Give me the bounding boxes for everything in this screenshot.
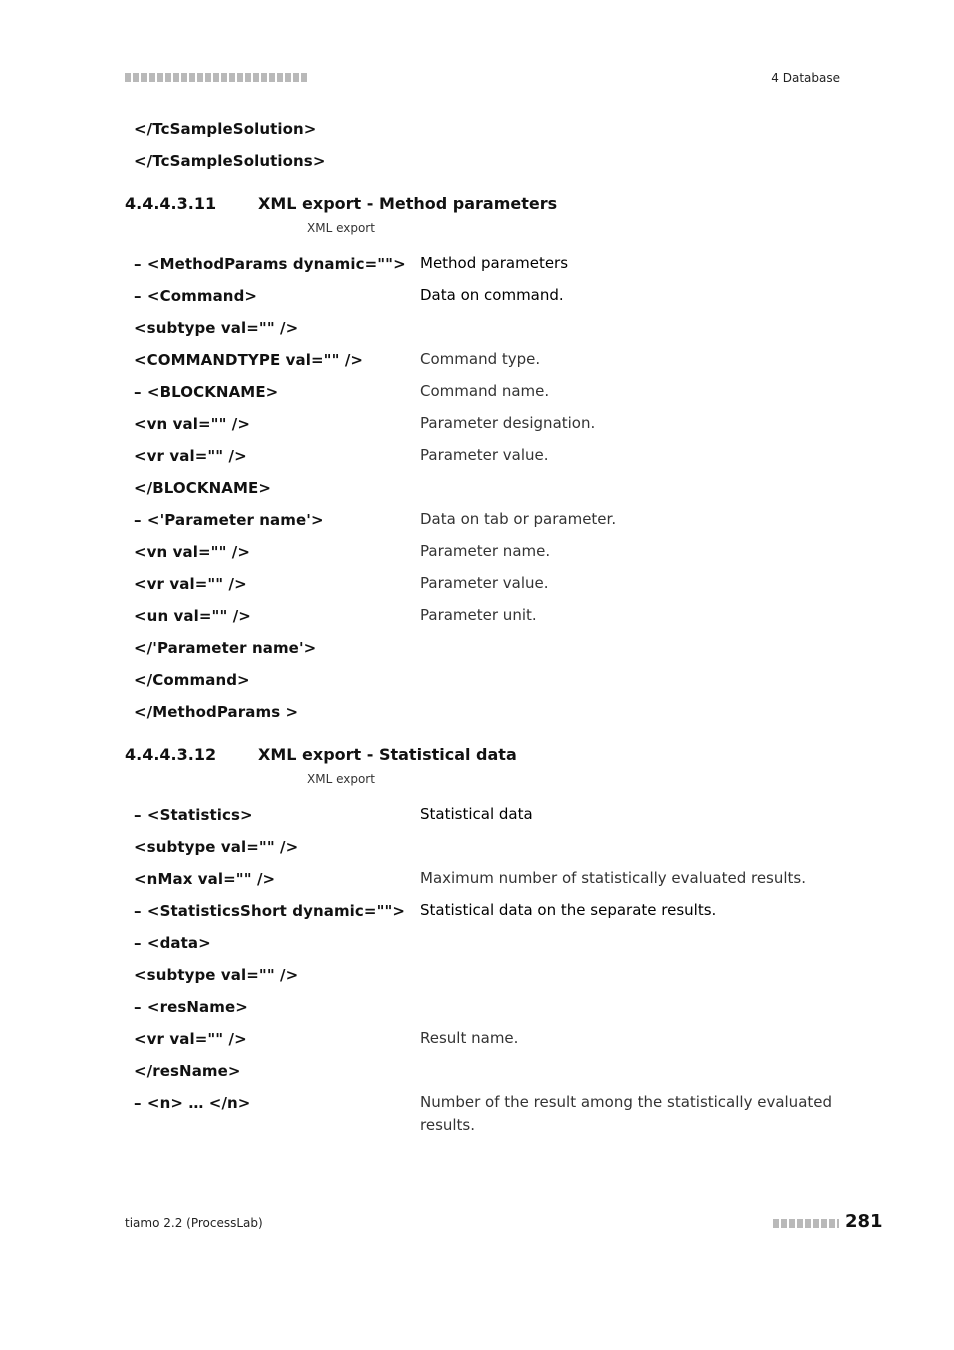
xml-tag: <vr val="" />: [134, 575, 247, 593]
table-row: [0, 255, 954, 281]
table-row: [0, 703, 954, 729]
table-row: [0, 575, 954, 601]
footer-product: tiamo 2.2 (ProcessLab): [125, 1216, 263, 1230]
table-row: [0, 479, 954, 505]
table-row: [0, 383, 954, 409]
section-number: 4.4.4.3.12: [125, 745, 217, 764]
xml-tag: </'Parameter name'>: [134, 639, 317, 657]
tag-description: Number of the result among the statistically evaluated results.: [420, 1093, 833, 1134]
table-row: [0, 998, 954, 1024]
footer-decoration: [773, 1219, 839, 1228]
tag-description: Method parameters: [420, 254, 569, 272]
header-chapter: 4 Database: [771, 71, 840, 85]
header-decoration: [125, 73, 307, 82]
xml-tag: <vr val="" />: [134, 1030, 247, 1048]
section-subtitle: XML export: [307, 221, 375, 235]
page-number: 281: [845, 1211, 883, 1232]
section-subtitle: XML export: [307, 772, 375, 786]
section-title: XML export - Statistical data: [258, 745, 517, 764]
intro-line: [0, 152, 954, 178]
table-row: [0, 1030, 954, 1056]
xml-tag: </MethodParams >: [134, 703, 299, 721]
table-row: [0, 511, 954, 537]
xml-tag: </TcSampleSolution>: [134, 120, 317, 138]
tag-description: Result name.: [420, 1029, 519, 1047]
tag-description: Command type.: [420, 350, 541, 368]
tag-description: Parameter name.: [420, 542, 551, 560]
table-row: [0, 543, 954, 569]
table-row: [0, 447, 954, 473]
xml-tag: <subtype val="" />: [134, 838, 299, 856]
table-row: [0, 671, 954, 697]
xml-tag: <subtype val="" />: [134, 319, 299, 337]
xml-tag: – <resName>: [134, 998, 248, 1016]
xml-tag: – <Command>: [134, 287, 258, 305]
xml-tag: <vr val="" />: [134, 447, 247, 465]
tag-description: Data on tab or parameter.: [420, 510, 617, 528]
tag-description: Maximum number of statistically evaluated results.: [420, 869, 807, 887]
intro-line: [0, 120, 954, 146]
section-title: XML export - Method parameters: [258, 194, 558, 213]
xml-tag: </resName>: [134, 1062, 241, 1080]
tag-description: Data on command.: [420, 286, 564, 304]
xml-tag: <nMax val="" />: [134, 870, 276, 888]
table-row: [0, 415, 954, 441]
section-number: 4.4.4.3.11: [125, 194, 217, 213]
tag-description: Parameter value.: [420, 574, 549, 592]
table-row: [0, 838, 954, 864]
xml-tag: <vn val="" />: [134, 415, 251, 433]
xml-tag: <COMMANDTYPE val="" />: [134, 351, 364, 369]
table-row: [0, 287, 954, 313]
table-row: [0, 1062, 954, 1088]
xml-tag: </Command>: [134, 671, 250, 689]
xml-tag: <subtype val="" />: [134, 966, 299, 984]
table-row: [0, 319, 954, 345]
xml-tag: </TcSampleSolutions>: [134, 152, 326, 170]
tag-description: Parameter value.: [420, 446, 549, 464]
tag-description: Command name.: [420, 382, 550, 400]
tag-description: Parameter unit.: [420, 606, 537, 624]
xml-tag: – <'Parameter name'>: [134, 511, 324, 529]
table-row: [0, 607, 954, 633]
table-row: [0, 639, 954, 665]
table-row: [0, 870, 954, 896]
table-row: [0, 1094, 954, 1144]
xml-tag: – <StatisticsShort dynamic="">: [134, 902, 406, 920]
table-row: [0, 934, 954, 960]
xml-tag: – <data>: [134, 934, 211, 952]
tag-description: Statistical data on the separate results.: [420, 901, 717, 919]
table-row: [0, 902, 954, 928]
tag-description: Parameter designation.: [420, 414, 596, 432]
table-row: [0, 966, 954, 992]
xml-tag: – <MethodParams dynamic="">: [134, 255, 406, 273]
tag-description: Statistical data: [420, 805, 533, 823]
xml-tag: – <Statistics>: [134, 806, 253, 824]
table-row: [0, 806, 954, 832]
xml-tag: <un val="" />: [134, 607, 251, 625]
table-row: [0, 351, 954, 377]
xml-tag: <vn val="" />: [134, 543, 251, 561]
xml-tag: – <BLOCKNAME>: [134, 383, 279, 401]
xml-tag: – <n> … </n>: [134, 1094, 251, 1112]
xml-tag: </BLOCKNAME>: [134, 479, 271, 497]
